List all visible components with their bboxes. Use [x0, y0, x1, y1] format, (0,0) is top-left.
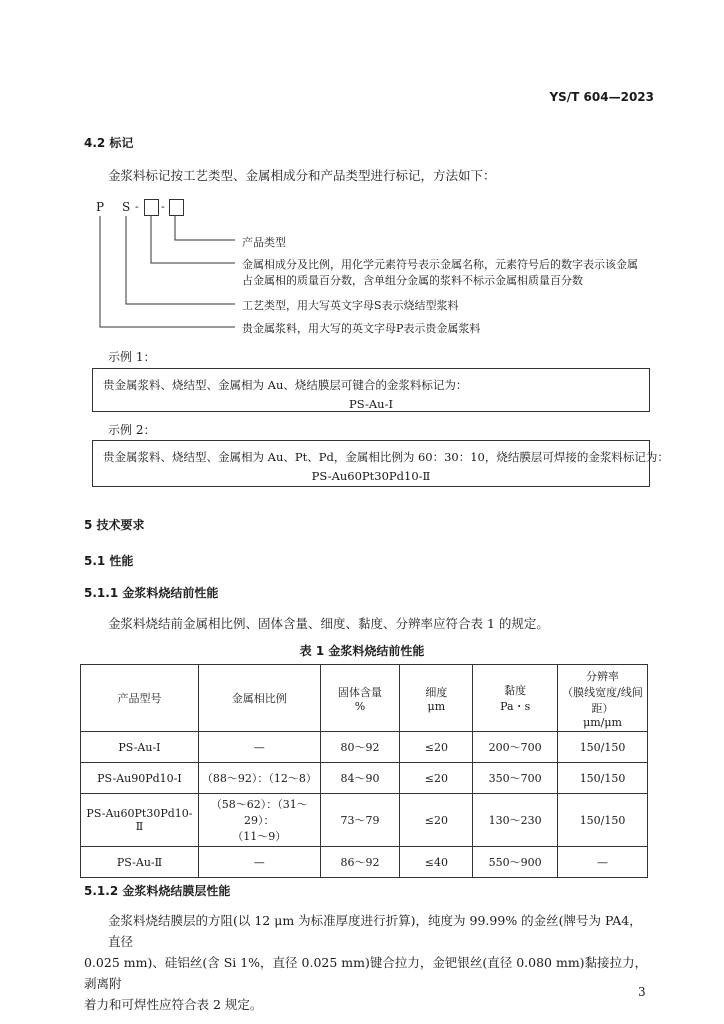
cell-ratio: （88～92）：（12～8） [198, 763, 320, 794]
cell-viscosity: 350～700 [473, 763, 558, 794]
cell-resolution: 150/150 [558, 732, 648, 763]
th-solid-label: 固体含量 [338, 685, 383, 699]
table-row [81, 732, 648, 763]
cell-model: PS-Au90Pd10-Ⅰ [81, 763, 199, 794]
table-1-caption: 表 1 金浆料烧结前性能 [299, 644, 425, 658]
heading-4-2: 4.2 标记 [84, 136, 134, 150]
example-2-box [92, 440, 669, 487]
heading-5-1-2: 5.1.2 金浆料烧结膜层性能 [84, 884, 231, 898]
th-resolution-unit: μm/μm [583, 715, 622, 729]
cell-ratio-line2: （11～9） [232, 830, 287, 843]
th-ratio: 金属相比例 [198, 665, 320, 732]
cell-ratio: — [198, 847, 320, 878]
cell-ratio: — [198, 732, 320, 763]
code-letter-p: P [96, 200, 105, 214]
para-5-1-1: 金浆料烧结前金属相比例、固体含量、细度、黏度、分辨率应符合表 1 的规定。 [108, 616, 549, 631]
cell-viscosity: 200～700 [473, 732, 558, 763]
cell-fineness: ≤20 [400, 763, 473, 794]
cell-model: PS-Au-Ⅰ [81, 732, 199, 763]
cell-viscosity: 550～900 [473, 847, 558, 878]
marking-code-diagram [90, 196, 650, 341]
th-viscosity-label: 黏度 [504, 684, 527, 697]
cell-viscosity: 130～230 [473, 794, 558, 847]
cell-fineness: ≤20 [400, 732, 473, 763]
label-precious-metal: 贵金属浆料，用大写的英文字母P表示贵金属浆料 [242, 322, 481, 335]
th-resolution-label: 分辨率 [586, 669, 620, 683]
table-1 [80, 664, 648, 878]
th-fineness-unit: μm [427, 699, 446, 713]
th-solid-unit: % [354, 699, 366, 713]
table-row [81, 794, 648, 847]
code-letter-s: S [122, 200, 131, 214]
table-header-row [81, 665, 648, 732]
cell-model: PS-Au-Ⅱ [81, 847, 199, 878]
cell-fineness: ≤20 [400, 794, 473, 847]
example-1-label: 示例 1： [108, 350, 156, 364]
code-dash-1: - [135, 200, 139, 213]
cell-solid: 86～92 [320, 847, 400, 878]
example-2-code: PS-Au60Pt30Pd10-Ⅱ [311, 469, 431, 483]
cell-solid: 80～92 [320, 732, 400, 763]
para-5-1-2-line2: 0.025 mm)、硅铝丝(含 Si 1%，直径 0.025 mm)键合拉力，金钯银丝(直径 0.080 mm)黏接拉力，剥离附 [84, 955, 648, 991]
example-1-text: 贵金属浆料、烧结型、金属相为 Au、烧结膜层可键合的金浆料标记为： [103, 378, 468, 392]
heading-5-1-1: 5.1.1 金浆料烧结前性能 [84, 586, 219, 600]
heading-5-1: 5.1 性能 [84, 554, 134, 568]
th-viscosity-unit: Pa・s [500, 700, 531, 713]
cell-model: PS-Au60Pt30Pd10-Ⅱ [81, 794, 199, 847]
example-2-text: 贵金属浆料、烧结型、金属相为 Au、Pt、Pd，金属相比例为 60：30：10，烧结膜层可焊接的金浆料标记为： [103, 450, 669, 464]
cell-fineness: ≤40 [400, 847, 473, 878]
th-model: 产品型号 [81, 665, 199, 732]
table-row [81, 847, 648, 878]
cell-solid: 73～79 [320, 794, 400, 847]
cell-resolution: — [558, 847, 648, 878]
para-5-1-2-line3: 着力和可焊性应符合表 2 规定。 [84, 997, 263, 1012]
cell-resolution: 150/150 [558, 763, 648, 794]
label-metal-line1: 金属相成分及比例，用化学元素符号表示金属名称，元素符号后的数字表示该金属 [242, 258, 638, 271]
example-1-code: PS-Au-Ⅰ [348, 397, 394, 411]
th-solid [320, 665, 400, 732]
label-product-type: 产品类型 [242, 236, 286, 249]
standard-code: YS/T 604—2023 [549, 90, 654, 104]
cell-solid: 84～90 [320, 763, 400, 794]
th-fineness-label: 细度 [425, 685, 448, 699]
heading-5: 5 技术要求 [84, 518, 145, 532]
example-1-box [92, 368, 650, 412]
label-process-type: 工艺类型，用大写英文字母S表示烧结型浆料 [242, 299, 459, 312]
th-viscosity [473, 665, 558, 732]
para-5-1-2 [84, 910, 654, 1015]
th-resolution-note: （膜线宽度/线间距） [562, 685, 643, 715]
label-metal-line2: 占金属相的质量百分数，含单组分金属的浆料不标示金属相质量百分数 [242, 274, 583, 287]
page-number: 3 [638, 985, 646, 999]
example-2-label: 示例 2： [108, 423, 156, 437]
th-resolution [558, 665, 648, 732]
para-5-1-2-line1: 金浆料烧结膜层的方阻(以 12 μm 为标准厚度进行折算)，纯度为 99.99% 的金丝(牌号为 PA4，直径 [108, 913, 642, 949]
cell-resolution: 150/150 [558, 794, 648, 847]
marking-intro: 金浆料标记按工艺类型、金属相成分和产品类型进行标记，方法如下： [108, 168, 496, 183]
table-row [81, 763, 648, 794]
cell-ratio [198, 794, 320, 847]
code-dash-2: - [161, 200, 165, 213]
cell-ratio-line1: （58～62）：（31～29）： [210, 798, 308, 827]
th-fineness [400, 665, 473, 732]
